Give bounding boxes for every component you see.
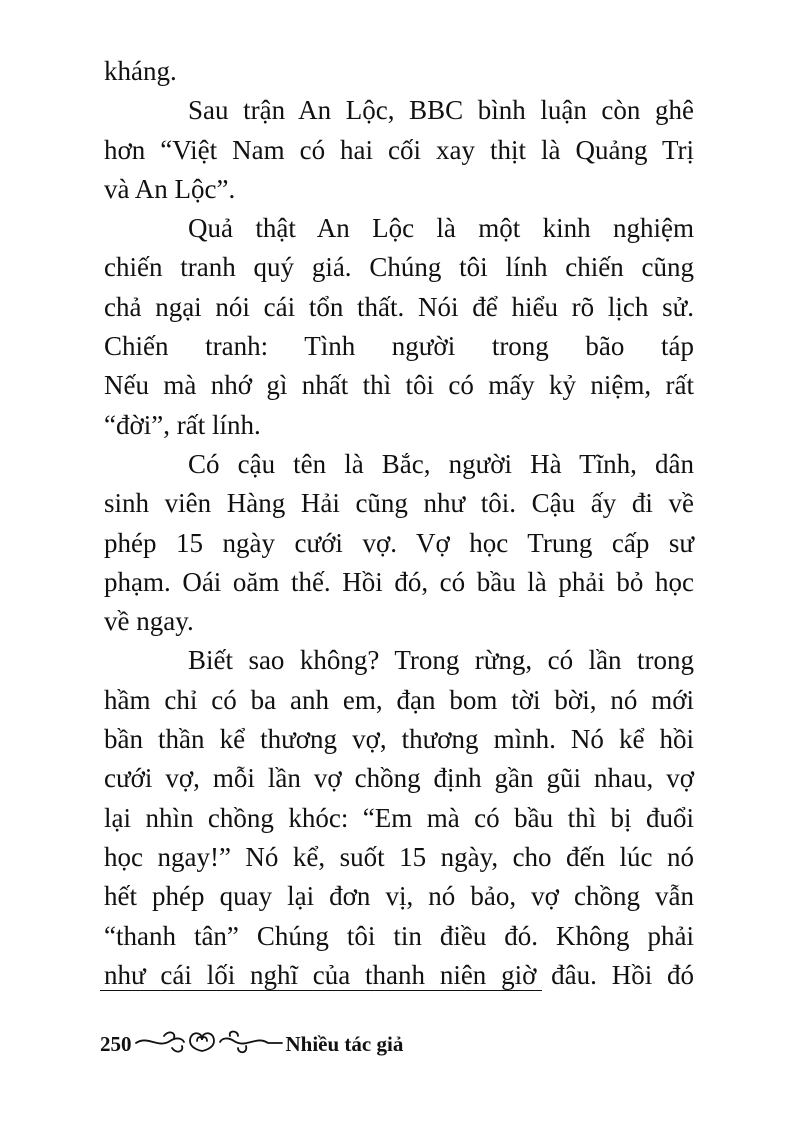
- text-line: như cái lối nghĩ của thanh niên giờ đâu. Hồi đó: [104, 959, 694, 990]
- page-number: 250: [100, 1031, 132, 1056]
- text-line: về ngay.: [104, 606, 194, 637]
- text-line: phép 15 ngày cưới vợ. Vợ học Trung cấp sư: [104, 527, 694, 558]
- text-line: sinh viên Hàng Hải cũng như tôi. Cậu ấy đi về: [104, 488, 694, 519]
- text-line: chả ngại nói cái tổn thất. Nói để hiểu rõ lịch sử.: [104, 291, 694, 322]
- text-line: Có cậu tên là Bắc, người Hà Tĩnh, dân: [188, 448, 694, 479]
- text-line: cưới vợ, mỗi lần vợ chồng định gần gũi nhau, vợ: [104, 763, 694, 794]
- text-line: phạm. Oái oăm thế. Hồi đó, có bầu là phải bỏ học: [104, 566, 694, 597]
- footer-divider: [100, 990, 542, 991]
- author-name: Nhiều tác giả: [285, 1031, 404, 1056]
- page-footer: [100, 1024, 403, 1064]
- text-line: và An Lộc”.: [104, 173, 236, 204]
- text-line: Biết sao không? Trong rừng, có lần trong: [188, 645, 694, 676]
- text-line: hơn “Việt Nam có hai cối xay thịt là Quảng Trị: [104, 134, 694, 165]
- text-line: “đời”, rất lính.: [104, 409, 261, 440]
- text-line: kháng.: [104, 56, 177, 86]
- body-text: [104, 52, 694, 995]
- text-line: hầm chỉ có ba anh em, đạn bom tời bời, nó mới: [104, 684, 694, 715]
- text-line: “thanh tân” Chúng tôi tin điều đó. Không phải: [104, 920, 694, 951]
- text-line: Sau trận An Lộc, BBC bình luận còn ghê: [188, 95, 694, 126]
- text-line: học ngay!” Nó kể, suốt 15 ngày, cho đến lúc nó: [104, 841, 694, 872]
- ornament-icon: [134, 1026, 284, 1062]
- text-line: Quả thật An Lộc là một kinh nghiệm: [188, 213, 694, 244]
- text-line: Chiến tranh: Tình người trong bão táp: [104, 331, 694, 362]
- text-line: lại nhìn chồng khóc: “Em mà có bầu thì bị đuổi: [104, 802, 694, 833]
- text-line: Nếu mà nhớ gì nhất thì tôi có mấy kỷ niệm, rất: [104, 370, 694, 401]
- text-line: bần thần kể thương vợ, thương mình. Nó kể hồi: [104, 724, 694, 755]
- text-line: chiến tranh quý giá. Chúng tôi lính chiến cũng: [104, 252, 694, 283]
- text-line: hết phép quay lại đơn vị, nó bảo, vợ chồng vẫn: [104, 881, 694, 912]
